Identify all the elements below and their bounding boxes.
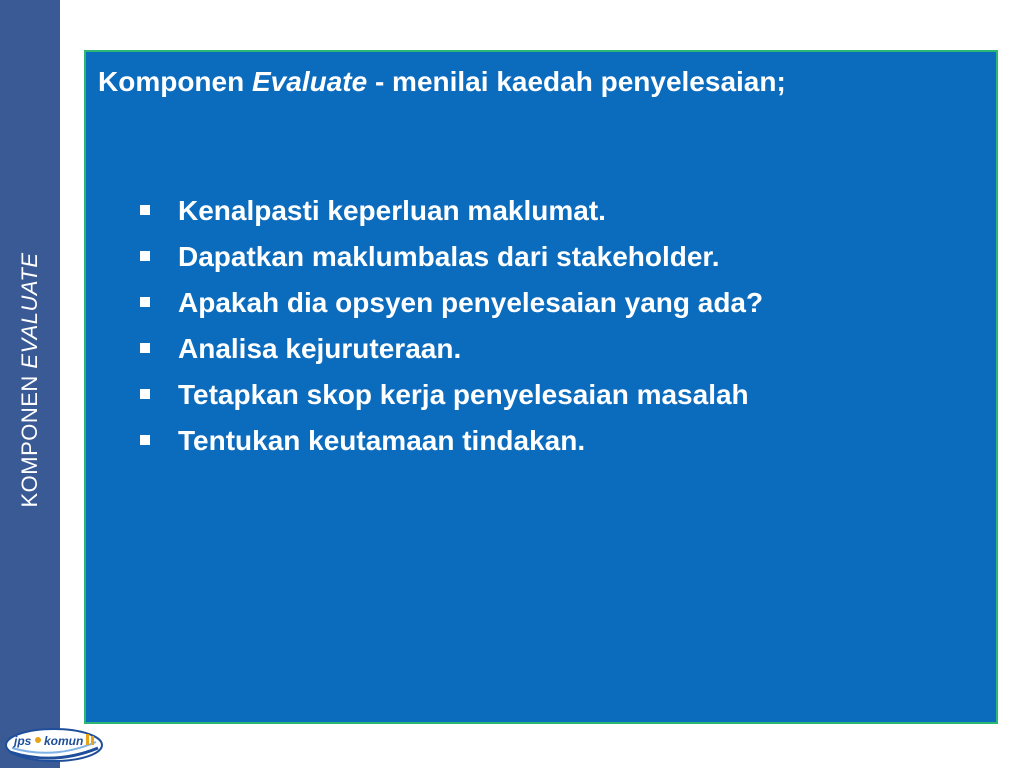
bullet-text: Analisa kejuruteraan. — [178, 333, 462, 364]
sidebar-band — [0, 0, 60, 768]
bullet-item — [138, 418, 763, 464]
bullet-item — [138, 326, 763, 372]
bullet-text: Kenalpasti keperluan maklumat. — [178, 195, 606, 226]
bullet-text: Apakah dia opsyen penyelesaian yang ada? — [178, 287, 764, 318]
slide-heading — [98, 66, 786, 98]
heading-suffix: - menilai kaedah penyelesaian; — [367, 66, 786, 97]
bullet-text: Tetapkan skop kerja penyelesaian masalah — [178, 379, 749, 410]
sidebar-title-italic: EVALUATE — [17, 252, 42, 369]
logo-text-right: komun — [44, 734, 84, 748]
square-bullet-icon — [140, 251, 150, 261]
bullet-text: Dapatkan maklumbalas dari stakeholder. — [178, 241, 720, 272]
square-bullet-icon — [140, 205, 150, 215]
bullet-item — [138, 280, 763, 326]
bullet-item — [138, 372, 763, 418]
square-bullet-icon — [140, 435, 150, 445]
logo-text-left: jps — [14, 734, 32, 748]
sidebar-title-plain: KOMPONEN — [17, 368, 42, 508]
bullet-list — [138, 188, 763, 464]
sidebar-title — [17, 252, 43, 507]
content-panel — [84, 50, 998, 724]
square-bullet-icon — [140, 297, 150, 307]
bullet-item — [138, 234, 763, 280]
heading-italic: Evaluate — [252, 66, 368, 97]
square-bullet-icon — [140, 343, 150, 353]
bullet-item — [138, 188, 763, 234]
square-bullet-icon — [140, 389, 150, 399]
jps-komuniti-logo-icon — [4, 726, 104, 764]
heading-prefix: Komponen — [98, 66, 252, 97]
bullet-text: Tentukan keutamaan tindakan. — [178, 425, 586, 456]
